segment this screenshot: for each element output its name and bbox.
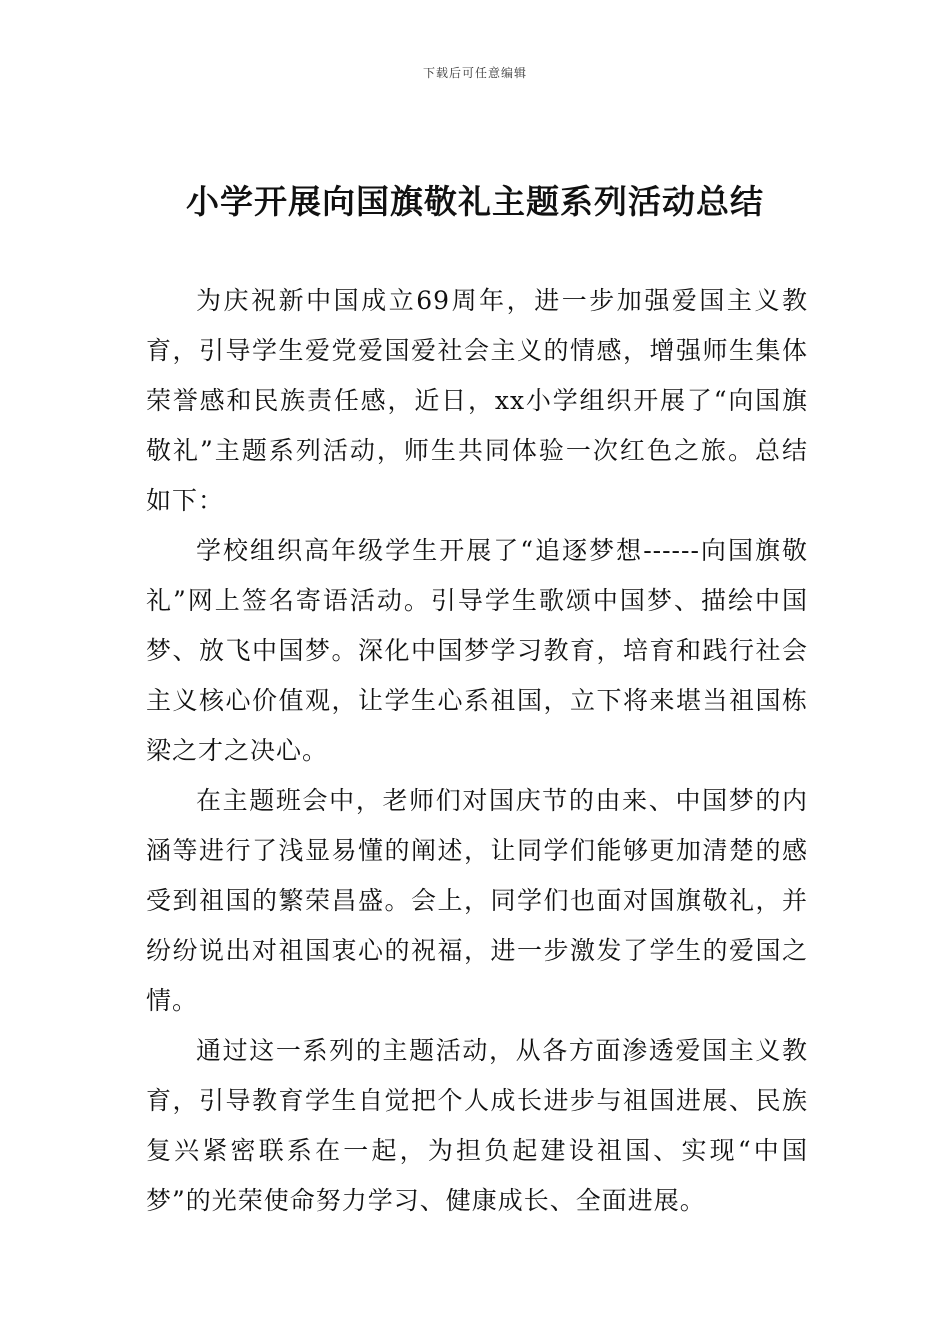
paragraph-intro: 为庆祝新中国成立69周年，进一步加强爱国主义教育，引导学生爱党爱国爱社会主义的情感，增强师生集体荣誉感和民族责任感，近日，xx小学组织开展了“向国旗敬礼”主题系列活动，师生共同体验一次红色之旅。总结如下： [146,286,808,515]
document-title: 小学开展向国旗敬礼主题系列活动总结 [186,182,764,221]
document-body [146,276,808,1226]
header-note: 下载后可任意编辑 [422,66,527,80]
paragraph-signature-activity: 学校组织高年级学生开展了“追逐梦想------向国旗敬礼”网上签名寄语活动。引导学生歌颂中国梦、描绘中国梦、放飞中国梦。深化中国梦学习教育，培育和践行社会主义核心价值观，让学生心系祖国，立下将来堪当祖国栋梁之才之决心。 [146,536,808,765]
paragraph-class-meeting: 在主题班会中，老师们对国庆节的由来、中国梦的内涵等进行了浅显易懂的阐述，让同学们能够更加清楚的感受到祖国的繁荣昌盛。会上，同学们也面对国旗敬礼，并纷纷说出对祖国衷心的祝福，进一步激发了学生的爱国之情。 [146,786,808,1015]
paragraph-conclusion: 通过这一系列的主题活动，从各方面渗透爱国主义教育，引导教育学生自觉把个人成长进步与祖国进展、民族复兴紧密联系在一起，为担负起建设祖国、实现“中国梦”的光荣使命努力学习、健康成长、全面进展。 [146,1036,808,1215]
